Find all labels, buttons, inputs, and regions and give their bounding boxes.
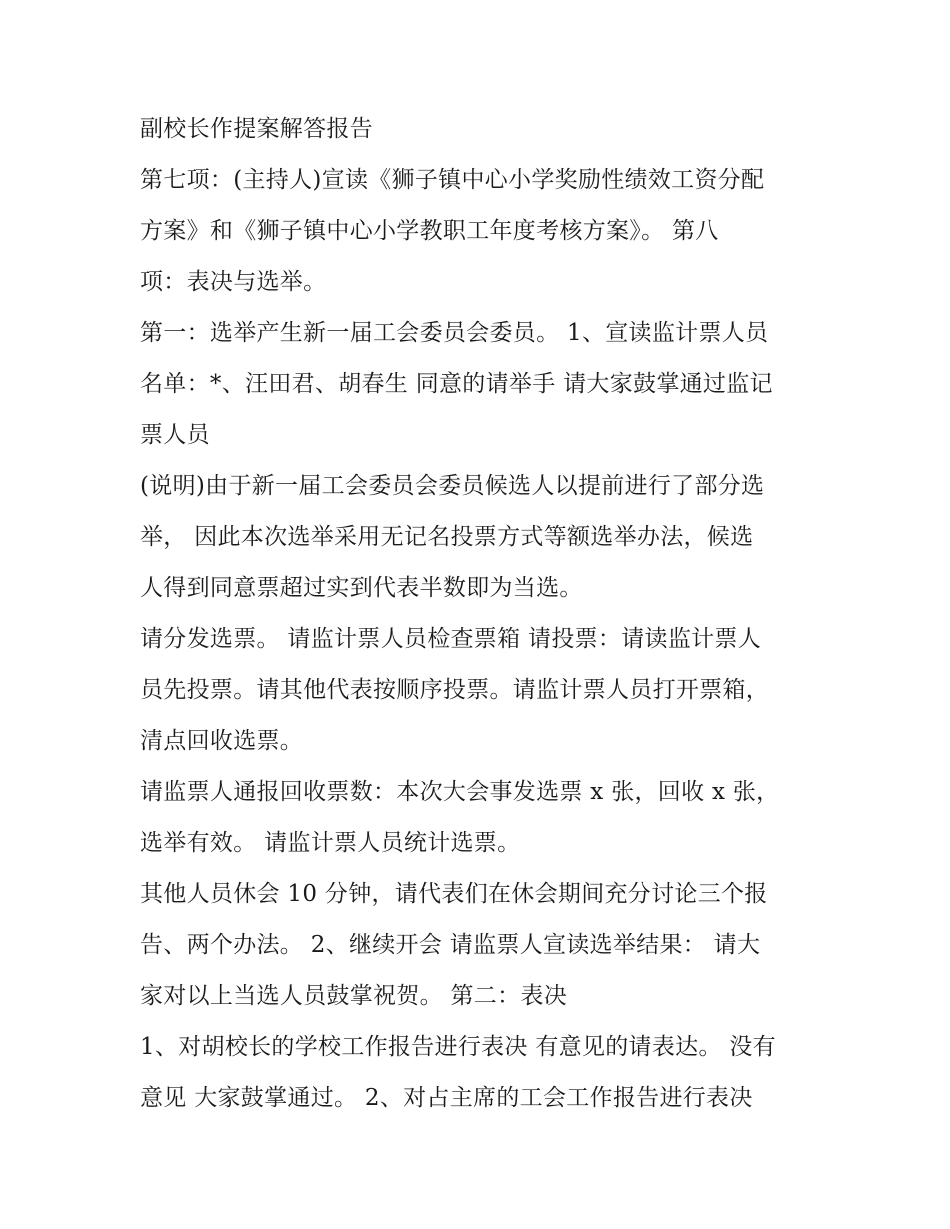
text-line: 选举有效。 请监计票人员统计选票。 bbox=[140, 830, 521, 856]
text-line: 1、对胡校长的学校工作报告进行表决 有意见的请表达。 没有 bbox=[140, 1034, 776, 1060]
text-line: 请监票人通报回收票数：本次大会事发选票 x 张，回收 x 张， bbox=[140, 779, 780, 805]
text-line: 清点回收选票。 bbox=[140, 728, 304, 754]
text-line: 项：表决与选举。 bbox=[140, 269, 327, 295]
text-line: 方案》和《狮子镇中心小学教职工年度考核方案》。 第八 bbox=[140, 218, 719, 244]
text-line: 名单：*、汪田君、胡春生 同意的请举手 请大家鼓掌通过监记 bbox=[140, 371, 773, 397]
text-line: 票人员 bbox=[140, 422, 210, 448]
text-line: 人得到同意票超过实到代表半数即为当选。 bbox=[140, 575, 583, 601]
text-line: 意见 大家鼓掌通过。 2、对占主席的工会工作报告进行表决 bbox=[140, 1085, 753, 1111]
text-line: 家对以上当选人员鼓掌祝贺。 第二：表决 bbox=[140, 983, 568, 1009]
text-line: 举， 因此本次选举采用无记名投票方式等额选举办法，候选 bbox=[140, 524, 754, 550]
text-line: 告、两个办法。 2、继续开会 请监票人宣读选举结果： 请大 bbox=[140, 932, 761, 958]
text-line: 员先投票。请其他代表按顺序投票。请监计票人员打开票箱， bbox=[140, 677, 770, 703]
document-body bbox=[140, 104, 820, 1124]
text-line: 副校长作提案解答报告 bbox=[140, 116, 373, 142]
text-line: (说明)由于新一届工会委员会委员候选人以提前进行了部分选 bbox=[140, 473, 765, 499]
text-line: 第一：选举产生新一届工会委员会委员。 1、宣读监计票人员 bbox=[140, 320, 769, 346]
text-line: 请分发选票。 请监计票人员检查票箱 请投票：请读监计票人 bbox=[140, 626, 762, 652]
text-line: 第七项：(主持人)宣读《狮子镇中心小学奖励性绩效工资分配 bbox=[140, 167, 765, 193]
text-line: 其他人员休会 10 分钟，请代表们在休会期间充分讨论三个报 bbox=[140, 881, 768, 907]
